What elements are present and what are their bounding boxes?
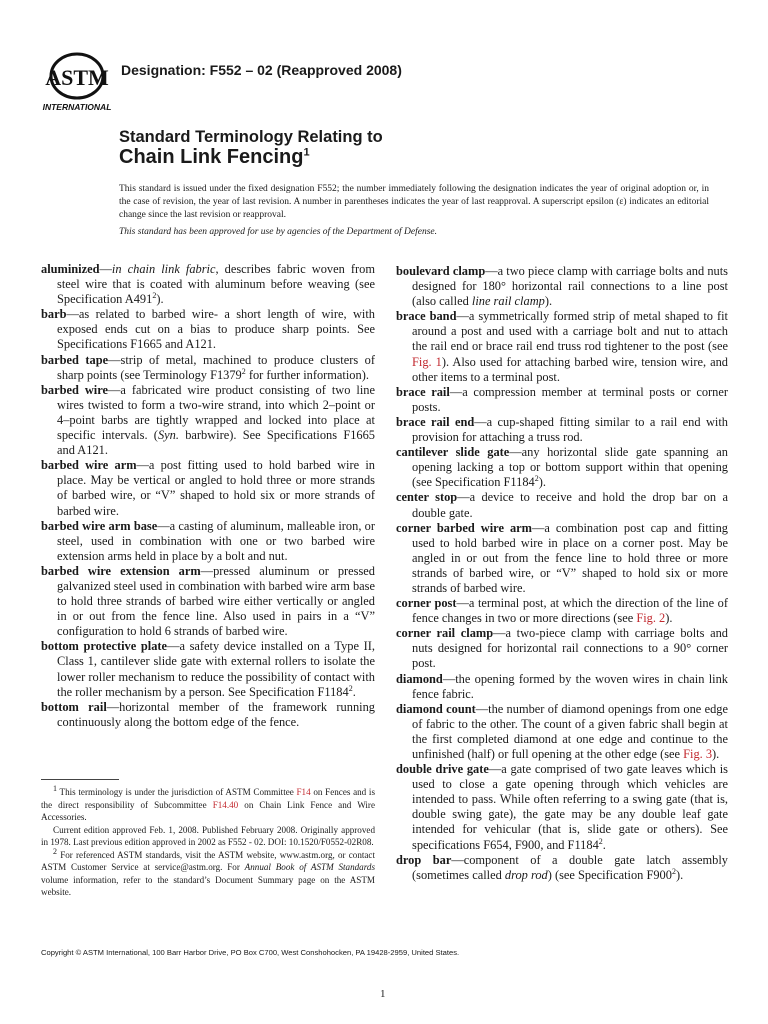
definition-entry: diamond—the opening formed by the woven wires in chain link fence fabric.	[396, 671, 728, 701]
definition-entry: bottom protective plate—a safety device installed on a Type II, Class 1, cantilever slide gate with external rollers to isolate the lower roller mechanism to reduce the possibility of contact with the roller mechanism by a person. See Specification F1184$^2$.	[41, 639, 375, 699]
definition-term: bottom protective plate	[41, 639, 168, 654]
definition-entry: aluminized—in chain link fabric, describes fabric woven from steel wire that is coated with aluminum before weaving (see Specification $A491^2$).	[41, 262, 375, 307]
definition-term: corner post	[396, 596, 457, 611]
definition-entry: barbed wire arm—a post fitting used to hold barbed wire in place. May be vertical or angled to hold three or more strands of barbed wire, or “V” shaped to hold six or more strands of barbed wire.	[41, 458, 376, 518]
left-column	[41, 262, 375, 730]
definition-term: brace rail	[396, 384, 450, 399]
definition-term: boulevard clamp	[396, 264, 486, 278]
definition-entry: corner post—a terminal post, at which the direction of the line of fence changes in two or more directions (see Fig. 2).	[396, 596, 728, 626]
svg-text:ASTM: ASTM	[45, 65, 109, 90]
definition-term: barbed tape	[41, 352, 109, 367]
definition-term: barbed wire extension arm	[41, 563, 201, 578]
definition-entry: cantilever slide gate—any horizontal slide gate spanning an opening lacking a top or bottom support within that opening (see Specification F1184$^2$).	[396, 445, 728, 490]
definition-entry: barbed wire arm base—a casting of aluminum, malleable iron, or steel, used in combination with one or two barbed wire extension arms held in place by a bolt and nut.	[41, 518, 375, 563]
definition-entry: center stop—a device to receive and hold the drop bar on a double gate.	[396, 490, 728, 520]
definition-entry: brace band—a symmetrically formed strip of metal shaped to fit around a post and used with a carriage bolt and nut to attach the rail end or brace rail end truss rod tightener to the post (see Fig. 1). Also used for attaching barbed wire, tension wire, and other items to a terminal post.	[396, 309, 728, 384]
page-number: 1	[380, 988, 386, 1000]
designation: Designation: F552 – 02 (Reapproved 2008)	[121, 62, 402, 78]
footnotes	[41, 783, 376, 899]
definition-entry: barbed wire—a fabricated wire product consisting of two line wires twisted to form a two-wire strand, into which 2–point or 4–point barbs are tightly wrapped and locked into place at specific intervals. (Syn. barbwire). See Specifications F1665 and A121.	[41, 382, 375, 458]
definition-entry: diamond count—the number of diamond openings from one edge of fabric to the other. The count of a given fabric shall begin at the first completed diamond at one edge and continue to the unfinished (half) or full opening at the other edge (see Fig. 3).	[396, 701, 728, 761]
definition-entry: bottom rail—horizontal member of the framework running continuously along the bottom edge of the fence.	[41, 699, 375, 729]
definition-entry: barbed wire extension arm—pressed aluminum or pressed galvanized steel used in combination with barbed wire arm base to hold three strands of barbed wire either vertically or angled in or out from the fence line. Also used in pairs in a “V” configuration to hold 6 strands of barbed wire.	[41, 563, 376, 639]
definition-term: corner rail clamp	[396, 626, 494, 641]
subcommittee-f14-40-link[interactable]: F14.40	[212, 799, 239, 810]
footnote-2: $^2$ For referenced ASTM standards, visit the ASTM website, www.astm.org, or contact ASTM Customer Service at service@astm.org. For Annual Book of ASTM Standards volume information, refer to the standard’s Document Summary page on the ASTM website.	[41, 846, 375, 897]
footnote-edition: Current edition approved Feb. 1, 2008. Published February 2008. Originally approved in 1978. Last previous edition approved in 2002 as F552 - 02. DOI: 10.1520/F0552-02R08.	[41, 824, 375, 847]
right-column	[396, 264, 728, 883]
definition-entry: barb—as related to barbed wire- a short length of wire, with exposed ends cut on a bias to produce sharp points. See Specifications F1665 and A121.	[41, 307, 375, 352]
definition-entry: corner rail clamp—a two-piece clamp with carriage bolts and nuts designed for horizontal rail connections to a 90° corner post.	[396, 626, 728, 671]
definition-term: barbed wire arm	[41, 458, 137, 473]
fig-1-link[interactable]: Fig. 1	[412, 354, 442, 369]
footnote-1: $^1$ This terminology is under the jurisdiction of ASTM Committee F14 on Fences and is the direct responsibility of Subcommittee F14.40 on Chain Link Fence and Wire Accessories.	[41, 783, 376, 822]
definition-term: double drive gate	[396, 762, 489, 777]
fig-3-link[interactable]: Fig. 3	[683, 747, 713, 761]
definition-term: center stop	[396, 490, 458, 505]
title-text: Chain Link Fencing	[119, 146, 304, 168]
definition-term: barb	[41, 307, 67, 322]
committee-f14-link[interactable]: F14	[296, 787, 311, 797]
fig-2-link[interactable]: Fig. 2	[636, 611, 666, 626]
definition-entry: brace rail—a compression member at terminal posts or corner posts.	[396, 384, 728, 414]
definition-entry: corner barbed wire arm—a combination post cap and fitting used to hold barbed wire in place on a corner post. May be angled in or out from the fence line to hold three or more strands of barbed wire, or “V” shaped to hold six or more strands of barbed wire.	[396, 520, 728, 595]
definition-term: brace band	[396, 309, 457, 324]
title-footnote-mark: 1	[303, 146, 310, 159]
definition-term: barbed wire	[41, 382, 109, 397]
footnote-divider	[41, 779, 119, 780]
title-line-2	[119, 146, 310, 169]
definition-term: diamond count	[396, 701, 476, 716]
definition-entry: drop bar—component of a double gate latch assembly (sometimes called drop rod) (see Specification $F900^2$).	[396, 852, 728, 882]
definition-term: cantilever slide gate	[396, 445, 510, 460]
definition-entry: brace rail end—a cup-shaped fitting similar to a rail end with provision for attaching a truss rod.	[396, 414, 728, 445]
definition-term: drop bar	[396, 852, 452, 867]
definition-term: bottom rail	[41, 699, 107, 714]
definition-term: aluminized	[41, 262, 100, 276]
definition-term: diamond	[396, 671, 443, 686]
definition-entry: double drive gate—a gate comprised of two gate leaves which is used to close a gate opening through which vehicles are intended to pass. While often referring to a swing gate (that is, double swing gate), the gate may be any double leaf gate intended for vehicular (that is, slide gate or others). See specifications F654, F900, and F1184$^2$.	[396, 762, 728, 852]
definition-term: brace rail end	[396, 414, 475, 429]
intro-paragraph: This standard is issued under the fixed designation F552; the number immediately following the designation indicates the year of original adoption or, in the case of revision, the year of last revision. A number in parentheses indicates the year of last reapproval. A superscript epsilon (ε) indicates an editorial change since the last revision or reapproval.	[119, 184, 709, 220]
copyright-notice: Copyright © ASTM International, 100 Barr Harbor Drive, PO Box C700, West Conshohocken, PA 19428-2959, United States.	[41, 948, 460, 957]
logo-label: INTERNATIONAL	[42, 102, 112, 112]
definition-entry: barbed tape—strip of metal, machined to produce clusters of sharp points (see Terminology F1379$^2$ for further information).	[41, 352, 375, 382]
definition-term: barbed wire arm base	[41, 518, 158, 533]
astm-logo	[40, 52, 114, 114]
definition-term: corner barbed wire arm	[396, 520, 532, 535]
definition-entry: boulevard clamp—a two piece clamp with carriage bolts and nuts designed for 180° horizontal rail connections to a line post (also called line rail clamp).	[396, 264, 728, 309]
dod-approval-note: This standard has been approved for use by agencies of the Department of Defense.	[119, 227, 438, 237]
title-line-1: Standard Terminology Relating to	[119, 128, 383, 146]
